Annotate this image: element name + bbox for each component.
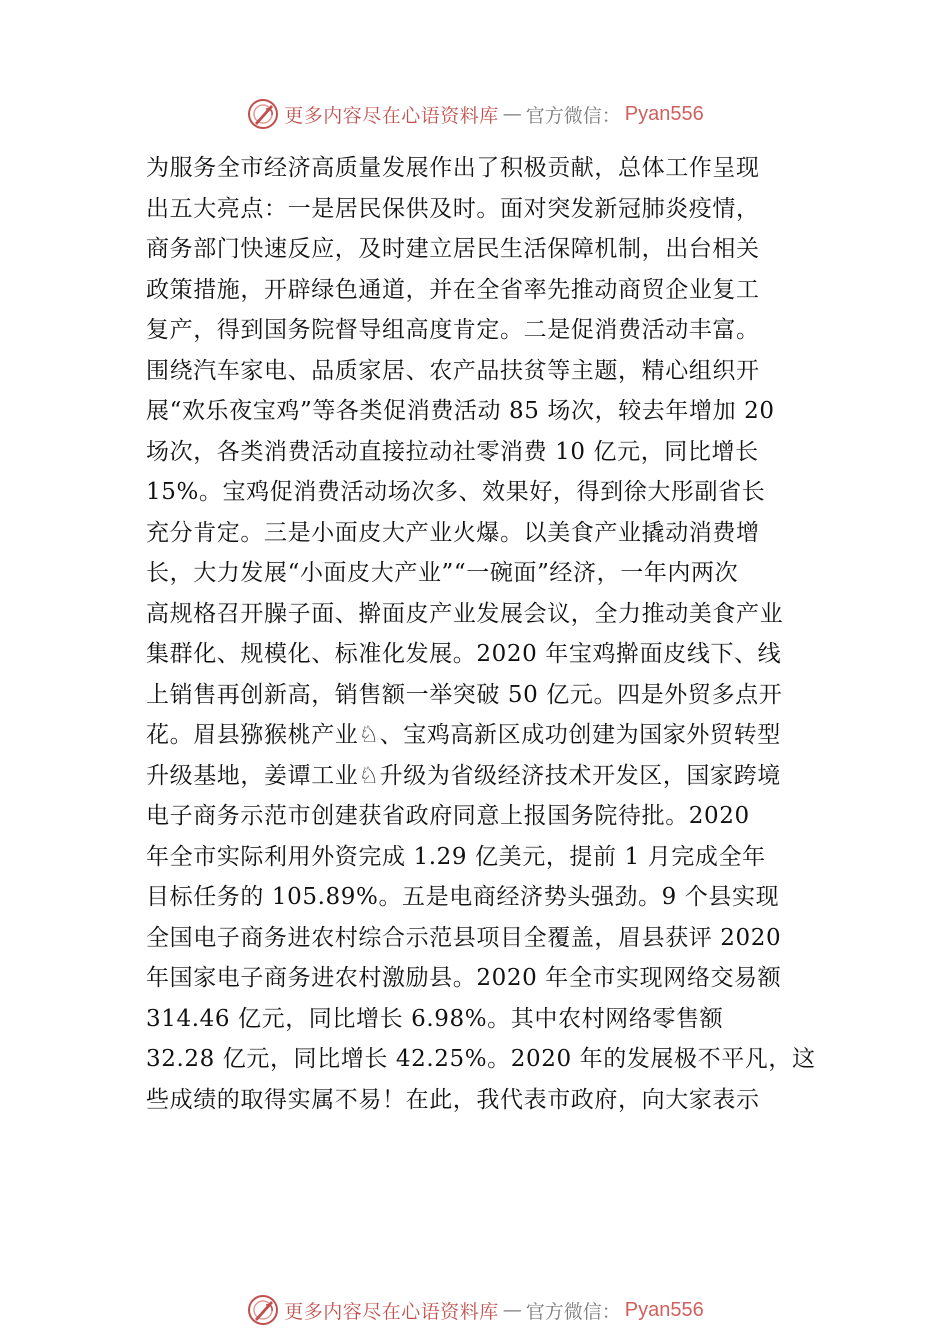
text-line: 集群化、规模化、标准化发展。2020 年宝鸡擀面皮线下、线 [146, 641, 782, 667]
text-line: 314.46 亿元，同比增长 6.98%。其中农村网络零售额 [146, 1005, 724, 1032]
text-line: 复产，得到国务院督导组高度肯定。二是促消费活动丰富。 [146, 317, 760, 343]
text-line: 出五大亮点：一是居民保供及时。面对突发新冠肺炎疫情， [146, 195, 760, 222]
separator: — [502, 1299, 522, 1321]
text-line: 32.28 亿元，同比增长 42.25%。2020 年的发展极不平凡，这 [146, 1046, 816, 1072]
wechat-account: Pyan556 [624, 102, 704, 125]
header-banner [0, 94, 950, 134]
text-line: 15%。宝鸡促消费活动场次多、效果好，得到徐大彤副省长 [146, 479, 766, 505]
text-line: 高规格召开臊子面、擀面皮产业发展会议，全力推动美食产业 [146, 600, 784, 627]
footer-banner [0, 1290, 950, 1330]
document-body [146, 148, 826, 1120]
text-line: 些成绩的取得实属不易！在此，我代表市政府，向大家表示 [146, 1086, 760, 1113]
brand-name: 更多内容尽在心语资料库 [284, 1300, 499, 1323]
text-line: 全国电子商务进农村综合示范县项目全覆盖，眉县获评 2020 [146, 924, 782, 951]
text-line: 充分肯定。三是小面皮大产业火爆。以美食产业撬动消费增 [146, 519, 760, 546]
brand-logo-icon [246, 97, 280, 131]
wechat-label: 官方微信： [525, 104, 621, 127]
text-line: 为服务全市经济高质量发展作出了积极贡献，总体工作呈现 [146, 155, 760, 181]
text-line: 围绕汽车家电、品质家居、农产品扶贫等主题，精心组织开 [146, 357, 760, 384]
text-line: 电子商务示范市创建获省政府同意上报国务院待批。2020 [146, 803, 750, 829]
text-line: 展“欢乐夜宝鸡”等各类促消费活动 85 场次，较去年增加 20 [146, 398, 775, 424]
text-line: 花。眉县猕猴桃产业♘、宝鸡高新区成功创建为国家外贸转型 [146, 722, 781, 748]
wechat-label: 官方微信： [525, 1300, 621, 1323]
brand-logo-icon [246, 1293, 280, 1327]
brand-name: 更多内容尽在心语资料库 [284, 104, 499, 127]
text-line: 政策措施，开辟绿色通道，并在全省率先推动商贸企业复工 [146, 276, 760, 303]
text-line: 年全市实际利用外资完成 1.29 亿美元，提前 1 月完成全年 [146, 843, 766, 870]
text-line: 升级基地，姜谭工业♘升级为省级经济技术开发区，国家跨境 [146, 762, 781, 789]
text-line: 场次，各类消费活动直接拉动社零消费 10 亿元，同比增长 [146, 438, 759, 465]
text-line: 长，大力发展“小面皮大产业”“一碗面”经济，一年内两次 [146, 560, 739, 586]
text-line: 目标任务的 105.89%。五是电商经济势头强劲。9 个县实现 [146, 884, 780, 910]
separator: — [502, 103, 522, 125]
text-line: 年国家电子商务进农村激励县。2020 年全市实现网络交易额 [146, 965, 782, 991]
text-line: 商务部门快速反应，及时建立居民生活保障机制，出台相关 [146, 236, 760, 262]
wechat-account: Pyan556 [624, 1298, 704, 1321]
text-line: 上销售再创新高，销售额一举突破 50 亿元。四是外贸多点开 [146, 681, 783, 708]
